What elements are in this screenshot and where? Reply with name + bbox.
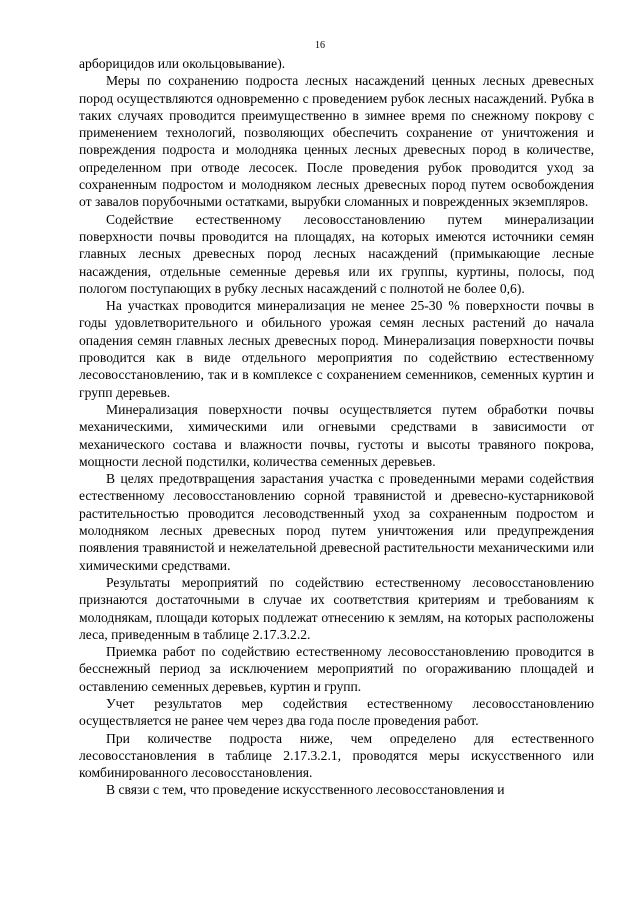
paragraph-trailing: В связи с тем, что проведение искусственного лесовосстановления и bbox=[106, 782, 505, 798]
paragraph-work-acceptance: Приемка работ по содействию естественному лесовосстановлению проводится в бесснежный период за исключением мероприятий по огораживанию площадей и оставлению семенных деревьев, куртин и групп. bbox=[79, 644, 594, 694]
paragraph-mineralization-share: На участках проводится минерализация не менее 25-30 % поверхности почвы в годы удовлетворительного и обильного урожая семян лесных растений до начала опадения семян главных лесных древесных пород. Минерализация поверхности почвы проводится как в виде отдельного мероприятия по содействию естественному лесовосстановлению, так и в комплексе с сохранением семенников, семенных куртин и групп деревьев. bbox=[79, 298, 594, 400]
page-number: 16 bbox=[315, 40, 325, 51]
paragraph-artificial-regeneration: При количестве подроста ниже, чем определено для естественного лесовосстановления в таблице 2.17.3.2.1, проводятся меры искусственного или комбинированного лесовосстановления. bbox=[79, 730, 594, 781]
paragraph-undergrowth-preservation: Меры по сохранению подроста лесных насаждений ценных лесных древесных пород осуществляются одновременно с проведением рубок лесных насаждений. Рубка в таких случаях проводится преимущественно в зимнее время по снежному покрову с применением технологий, позволяющих обеспечить сохранение от уничтожения и повреждения подроста и молодняка ценных лесных древесных пород в количестве, определенном при отводе лесосек. После проведения рубок проводится уход за сохраненным подростом и молодняком лесных древесных пород путем освобождения от завалов порубочными остатками, вырубки сломанных и поврежденных экземпляров. bbox=[79, 73, 594, 210]
paragraph-results-accounting: Учет результатов мер содействия естественному лесовосстановлению осуществляется не ранее чем через два года после проведения работ. bbox=[79, 695, 594, 729]
paragraph-silvicultural-care: В целях предотвращения зарастания участка с проведенными мерами содействия естественному лесовосстановлению сорной травянистой и древесно-кустарниковой растительностью проводится лесоводственный уход за сохраненным подростом и молодняком лесных древесных пород путем уничтожения или предупреждения появления травянистой и нежелательной древесной растительности механическими или химическими средствами. bbox=[79, 471, 594, 573]
paragraph-soil-mineralization-areas: Содействие естественному лесовосстановлению путем минерализации поверхности почвы проводится на площадях, на которых имеются источники семян главных лесных древесных пород лесных насаждений (примыкающие лесные насаждения, отдельные семенные деревья или их группы, куртины, полосы, под пологом поступающих в рубку лесных насаждений с полнотой не более 0,6). bbox=[79, 211, 594, 296]
paragraph-mineralization-methods: Минерализация поверхности почвы осуществляется путем обработки почвы механическими, химическими или огневыми средствами в зависимости от механического состава и влажности почвы, густоты и высоты травяного покрова, мощности лесной подстилки, количества семенных деревьев. bbox=[79, 401, 594, 469]
paragraph-results-criteria: Результаты мероприятий по содействию естественному лесовосстановлению признаются достаточными в случае их соответствия критериям и требованиям к молоднякам, площади которых подлежат отнесению к землям, на которых расположены леса, приведенным в таблице 2.17.3.2.2. bbox=[79, 574, 594, 642]
paragraph-continuation: арборицидов или окольцовывание). bbox=[79, 56, 286, 71]
body-text bbox=[79, 55, 594, 799]
